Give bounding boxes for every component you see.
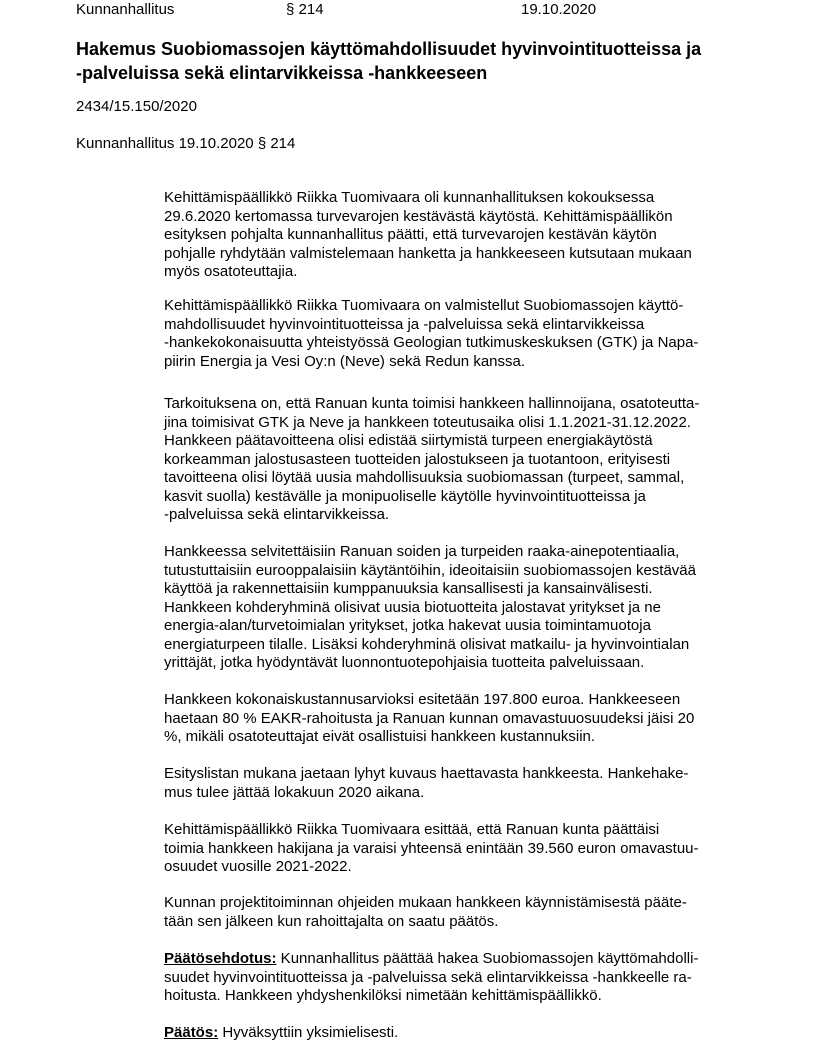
body-paragraph — [164, 894, 804, 931]
proposal-line: hoitusta. Hankkeen yhdyshenkilöksi nimetään kehittämispäällikkö. — [164, 987, 602, 1004]
paragraph-line: Hankkeessa selvitettäisiin Ranuan soiden ja turpeiden raaka-ainepotentiaalia, — [164, 543, 680, 560]
header-body: Kunnanhallitus — [76, 1, 175, 18]
paragraph-line: yrittäjät, jotka hyödyntävät luonnontuotepohjaisia tuotteita palveluissaan. — [164, 654, 645, 671]
title-line: Hakemus Suobiomassojen käyttömahdollisuudet hyvinvointituotteissa ja — [76, 39, 702, 59]
title-line: -palveluissa sekä elintarvikkeissa -hankkeeseen — [76, 63, 488, 83]
paragraph-line: 29.6.2020 kertomassa turvevarojen kestävästä käytöstä. Kehittämispäällikön — [164, 207, 673, 225]
paragraph-line: tavoitteena olisi löytää uusia mahdollisuuksia suobiomassan (turpeet, sammal, — [164, 469, 685, 486]
paragraph-line: tutustuttaisiin eurooppalaisiin käytäntöihin, ideoitaisiin suobiomassojen kestävää — [164, 561, 696, 579]
decision-proposal — [164, 950, 804, 1006]
paragraph-line: esityksen pohjalta kunnanhallitus päätti, että turvevarojen kestävän käytön — [164, 226, 657, 243]
paragraph-line: energiaturpeen tilalle. Lisäksi kohderyhminä olisivat matkailu- ja hyvinvointialan — [164, 635, 690, 653]
body-paragraph — [164, 765, 804, 802]
paragraph-line: piirin Energia ja Vesi Oy:n (Neve) sekä Redun kanssa. — [164, 352, 526, 370]
decision-label: Päätös: — [164, 1024, 219, 1041]
decision-text: Hyväksyttiin yksimielisesti. — [218, 1024, 399, 1041]
body-paragraph — [164, 297, 804, 371]
body-paragraph — [164, 543, 804, 673]
paragraph-line: mus tulee jättää lokakuun 2020 aikana. — [164, 783, 425, 801]
paragraph-line: jina toimisivat GTK ja Neve ja hankkeen toteutusaika olisi 1.1.2021-31.12.2022. — [164, 413, 691, 431]
paragraph-line: Kehittämispäällikkö Riikka Tuomivaara on valmistellut Suobiomassojen käyttö- — [164, 297, 684, 314]
paragraph-line: Hankkeen päätavoitteena olisi edistää siirtymistä turpeen energiakäytöstä — [164, 432, 653, 449]
paragraph-line: tään sen jälkeen kun rahoittajalta on saatu päätös. — [164, 912, 499, 930]
body-paragraph — [164, 395, 804, 525]
paragraph-line: Esityslistan mukana jaetaan lyhyt kuvaus haettavasta hankkeesta. Hankehake- — [164, 765, 689, 782]
paragraph-line: kasvit suolla) kestävälle ja monipuoliselle käytölle hyvinvointituotteissa ja — [164, 487, 646, 505]
paragraph-line: haetaan 80 % EAKR-rahoitusta ja Ranuan kunnan omavastuuosuudeksi jäisi 20 — [164, 709, 695, 727]
paragraph-line: -palveluissa sekä elintarvikkeissa. — [164, 506, 390, 523]
proposal-label: Päätösehdotus: — [164, 950, 277, 967]
meeting-reference: Kunnanhallitus 19.10.2020 § 214 — [76, 135, 296, 152]
paragraph-line: Hankkeen kokonaiskustannusarvioksi esitetään 197.800 euroa. Hankkeeseen — [164, 691, 681, 708]
body-paragraph — [164, 821, 804, 877]
paragraph-line: korkeamman jalostusasteen tuotteiden jalostukseen ja tuotantoon, erityisesti — [164, 450, 671, 468]
page-title — [76, 37, 796, 85]
paragraph-line: osuudet vuosille 2021-2022. — [164, 858, 352, 875]
paragraph-line: pohjalle ryhdytään valmistelemaan hanketta ja hankkeeseen kutsutaan mukaan — [164, 244, 692, 262]
decision — [164, 1024, 804, 1043]
paragraph-line: -hankekokonaisuutta yhteistyössä Geologian tutkimuskeskuksen (GTK) ja Napa- — [164, 334, 699, 351]
paragraph-line: myös osatoteuttajia. — [164, 263, 298, 280]
header-date: 19.10.2020 — [521, 1, 597, 18]
reference-number: 2434/15.150/2020 — [76, 98, 197, 115]
paragraph-line: Kunnan projektitoiminnan ohjeiden mukaan hankkeen käynnistämisestä pääte- — [164, 894, 687, 911]
paragraph-line: Kehittämispäällikkö Riikka Tuomivaara esittää, että Ranuan kunta päättäisi — [164, 821, 660, 838]
paragraph-line: Kehittämispäällikkö Riikka Tuomivaara oli kunnanhallituksen kokouksessa — [164, 189, 655, 206]
paragraph-line: energia-alan/turvetoimialan yritykset, jotka hakevat uusia toimintamuotoja — [164, 617, 651, 634]
paragraph-line: %, mikäli osatoteuttajat eivät osallistuisi hankkeen kustannuksiin. — [164, 728, 596, 745]
body-paragraph — [164, 189, 804, 282]
paragraph-line: Tarkoituksena on, että Ranuan kunta toimisi hankkeen hallinnoijana, osatoteutta- — [164, 395, 700, 412]
proposal-line: suudet hyvinvointituotteissa ja -palveluissa sekä elintarvikkeissa -hankkeelle ra- — [164, 968, 692, 986]
paragraph-line: toimia hankkeen hakijana ja varaisi yhteensä enintään 39.560 euron omavastuu- — [164, 839, 699, 857]
proposal-text: Kunnanhallitus päättää hakea Suobiomassojen käyttömahdolli- — [276, 950, 699, 967]
header-section: § 214 — [286, 1, 324, 18]
paragraph-line: mahdollisuudet hyvinvointituotteissa ja -palveluissa sekä elintarvikkeissa — [164, 315, 645, 333]
body-paragraph — [164, 691, 804, 747]
paragraph-line: käyttöä ja rakennettaisiin kumppanuuksia kansallisesti ja kansainvälisesti. — [164, 580, 653, 597]
paragraph-line: Hankkeen kohderyhminä olisivat uusia biotuotteita jalostavat yritykset ja ne — [164, 598, 661, 616]
